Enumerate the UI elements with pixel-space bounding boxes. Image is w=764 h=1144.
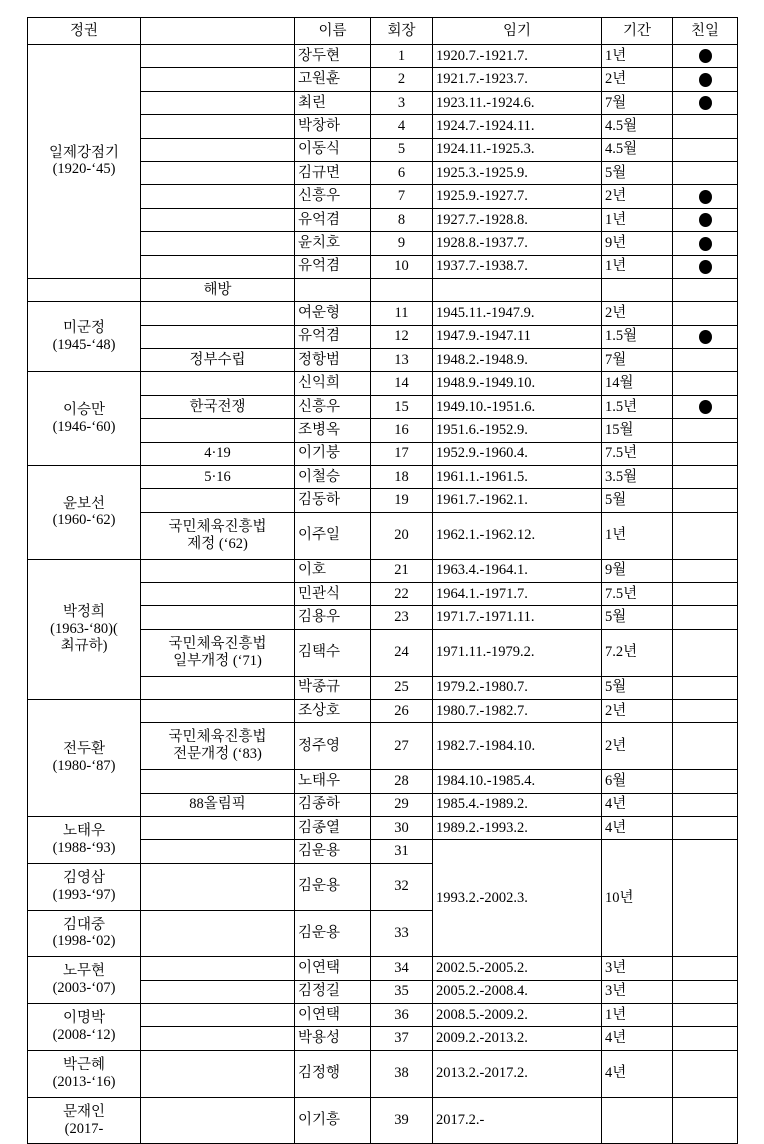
duration-cell: 4년 (602, 1027, 673, 1050)
chairman-name-cell: 김운용 (295, 840, 371, 863)
chairman-number-cell: 21 (371, 559, 433, 582)
table-row (28, 699, 738, 722)
duration-cell: 15월 (602, 419, 673, 442)
pro-japanese-cell (673, 372, 738, 395)
chairman-number-cell: 39 (371, 1097, 433, 1144)
event-cell (141, 325, 295, 348)
pro-japanese-dot-icon (699, 73, 712, 87)
chairman-name-cell: 최린 (295, 91, 371, 114)
event-cell (141, 372, 295, 395)
table-row (28, 1004, 738, 1027)
chairman-number-cell: 1 (371, 45, 433, 68)
chairman-number-cell: 23 (371, 606, 433, 629)
chairman-name-cell: 조상호 (295, 699, 371, 722)
duration-cell-merged: 10년 (602, 840, 673, 957)
table-row (28, 957, 738, 980)
chairman-number-cell: 34 (371, 957, 433, 980)
chairman-name-cell: 여운형 (295, 302, 371, 325)
chairman-name-cell: 박창하 (295, 115, 371, 138)
pro-japanese-cell (673, 185, 738, 208)
table-row (28, 302, 738, 325)
pro-japanese-cell (673, 68, 738, 91)
header-pro-japanese: 친일 (673, 18, 738, 45)
duration-cell: 5월 (602, 161, 673, 184)
term-cell: 1948.9.-1949.10. (433, 372, 602, 395)
duration-cell: 3.5월 (602, 466, 673, 489)
chairman-number-cell: 13 (371, 349, 433, 372)
header-regime: 정권 (28, 18, 141, 45)
event-cell (141, 489, 295, 512)
pro-japanese-cell (673, 442, 738, 465)
duration-cell (602, 278, 673, 301)
pro-japanese-cell (673, 489, 738, 512)
pro-japanese-dot-icon (699, 49, 712, 63)
event-cell: 국민체육진흥법 일부개정 (‘71) (141, 629, 295, 676)
term-cell: 1948.2.-1948.9. (433, 349, 602, 372)
pro-japanese-cell (673, 255, 738, 278)
table-row (28, 278, 738, 301)
event-cell: 5·16 (141, 466, 295, 489)
event-cell (141, 699, 295, 722)
pro-japanese-dot-icon (699, 213, 712, 227)
duration-cell: 14월 (602, 372, 673, 395)
header-term: 임기 (433, 18, 602, 45)
chairman-number-cell (371, 278, 433, 301)
event-cell (141, 840, 295, 863)
event-cell: 국민체육진흥법 제정 (‘62) (141, 512, 295, 559)
pro-japanese-cell (673, 278, 738, 301)
event-cell (141, 770, 295, 793)
term-cell: 1923.11.-1924.6. (433, 91, 602, 114)
event-cell (141, 583, 295, 606)
term-cell: 1928.8.-1937.7. (433, 232, 602, 255)
duration-cell: 5월 (602, 606, 673, 629)
term-cell: 1925.3.-1925.9. (433, 161, 602, 184)
event-cell (141, 68, 295, 91)
duration-cell: 2년 (602, 185, 673, 208)
pro-japanese-cell (673, 138, 738, 161)
term-cell: 1989.2.-1993.2. (433, 816, 602, 839)
pro-japanese-cell-merged (673, 840, 738, 957)
event-cell: 4·19 (141, 442, 295, 465)
duration-cell: 7.5년 (602, 583, 673, 606)
term-cell: 1984.10.-1985.4. (433, 770, 602, 793)
duration-cell: 7월 (602, 349, 673, 372)
pro-japanese-dot-icon (699, 237, 712, 251)
chairman-number-cell: 6 (371, 161, 433, 184)
table-row (28, 45, 738, 68)
pro-japanese-dot-icon (699, 260, 712, 274)
event-cell (141, 863, 295, 910)
table-body (28, 45, 738, 1144)
pro-japanese-cell (673, 45, 738, 68)
term-cell: 1924.11.-1925.3. (433, 138, 602, 161)
event-cell (141, 91, 295, 114)
term-cell: 2008.5.-2009.2. (433, 1004, 602, 1027)
chairman-number-cell: 17 (371, 442, 433, 465)
pro-japanese-cell (673, 512, 738, 559)
event-cell (141, 1050, 295, 1097)
chairman-number-cell: 15 (371, 395, 433, 418)
chairman-number-cell: 32 (371, 863, 433, 910)
duration-cell: 2년 (602, 302, 673, 325)
term-cell: 1925.9.-1927.7. (433, 185, 602, 208)
regime-cell: 노태우 (1988-‘93) (28, 816, 141, 863)
duration-cell (602, 1097, 673, 1144)
chairman-number-cell: 22 (371, 583, 433, 606)
table-row (28, 559, 738, 582)
duration-cell: 9년 (602, 232, 673, 255)
regime-cell (28, 278, 141, 301)
chairman-number-cell: 9 (371, 232, 433, 255)
chairman-number-cell: 5 (371, 138, 433, 161)
event-cell (141, 255, 295, 278)
pro-japanese-cell (673, 793, 738, 816)
regime-cell: 노무현 (2003-‘07) (28, 957, 141, 1004)
table-row (28, 1097, 738, 1144)
event-cell (141, 1004, 295, 1027)
chairman-number-cell: 19 (371, 489, 433, 512)
duration-cell: 4년 (602, 1050, 673, 1097)
event-cell (141, 910, 295, 957)
regime-cell: 미군정 (1945-‘48) (28, 302, 141, 372)
term-cell: 1971.7.-1971.11. (433, 606, 602, 629)
chairman-number-cell: 16 (371, 419, 433, 442)
term-cell: 1945.11.-1947.9. (433, 302, 602, 325)
term-cell: 1985.4.-1989.2. (433, 793, 602, 816)
duration-cell: 1.5년 (602, 395, 673, 418)
event-cell (141, 559, 295, 582)
event-cell (141, 232, 295, 255)
pro-japanese-cell (673, 208, 738, 231)
chairman-name-cell: 김운용 (295, 863, 371, 910)
chairman-number-cell: 38 (371, 1050, 433, 1097)
table-row (28, 466, 738, 489)
term-cell: 1937.7.-1938.7. (433, 255, 602, 278)
term-cell: 1947.9.-1947.11 (433, 325, 602, 348)
chairman-number-cell: 37 (371, 1027, 433, 1050)
event-cell: 88올림픽 (141, 793, 295, 816)
chairman-number-cell: 4 (371, 115, 433, 138)
chairman-name-cell: 노태우 (295, 770, 371, 793)
duration-cell: 4년 (602, 793, 673, 816)
regime-cell: 김대중 (1998-‘02) (28, 910, 141, 957)
chairman-number-cell: 11 (371, 302, 433, 325)
pro-japanese-cell (673, 115, 738, 138)
chairman-number-cell: 27 (371, 723, 433, 770)
event-cell (141, 115, 295, 138)
chairman-number-cell: 31 (371, 840, 433, 863)
chairman-number-cell: 29 (371, 793, 433, 816)
event-cell (141, 208, 295, 231)
chairman-name-cell: 박용성 (295, 1027, 371, 1050)
event-cell (141, 1027, 295, 1050)
pro-japanese-cell (673, 325, 738, 348)
table-row (28, 816, 738, 839)
chairman-name-cell: 이철승 (295, 466, 371, 489)
event-cell (141, 676, 295, 699)
chairman-number-cell: 12 (371, 325, 433, 348)
pro-japanese-cell (673, 957, 738, 980)
pro-japanese-cell (673, 1004, 738, 1027)
regime-cell: 박근혜 (2013-‘16) (28, 1050, 141, 1097)
duration-cell: 5월 (602, 676, 673, 699)
event-cell (141, 419, 295, 442)
pro-japanese-cell (673, 699, 738, 722)
chairman-number-cell: 14 (371, 372, 433, 395)
pro-japanese-cell (673, 629, 738, 676)
chairman-name-cell: 김정길 (295, 980, 371, 1003)
duration-cell: 1년 (602, 45, 673, 68)
term-cell: 1982.7.-1984.10. (433, 723, 602, 770)
duration-cell: 1년 (602, 1004, 673, 1027)
event-cell (141, 1097, 295, 1144)
chairman-name-cell: 이기흥 (295, 1097, 371, 1144)
duration-cell: 2년 (602, 723, 673, 770)
pro-japanese-cell (673, 466, 738, 489)
term-cell: 1951.6.-1952.9. (433, 419, 602, 442)
regime-cell: 전두환 (1980-‘87) (28, 699, 141, 816)
term-cell: 1961.7.-1962.1. (433, 489, 602, 512)
pro-japanese-dot-icon (699, 96, 712, 110)
regime-cell: 일제강점기 (1920-‘45) (28, 45, 141, 279)
chairman-name-cell: 신익희 (295, 372, 371, 395)
chairman-name-cell: 신흥우 (295, 185, 371, 208)
pro-japanese-cell (673, 395, 738, 418)
event-cell (141, 302, 295, 325)
duration-cell: 1년 (602, 208, 673, 231)
pro-japanese-cell (673, 1027, 738, 1050)
term-cell: 1924.7.-1924.11. (433, 115, 602, 138)
duration-cell: 1.5월 (602, 325, 673, 348)
term-cell: 1949.10.-1951.6. (433, 395, 602, 418)
pro-japanese-dot-icon (699, 190, 712, 204)
pro-japanese-cell (673, 419, 738, 442)
regime-cell: 김영삼 (1993-‘97) (28, 863, 141, 910)
term-cell-merged: 1993.2.-2002.3. (433, 840, 602, 957)
duration-cell: 1년 (602, 255, 673, 278)
term-cell: 1952.9.-1960.4. (433, 442, 602, 465)
chairman-name-cell: 유억겸 (295, 208, 371, 231)
chairman-name-cell: 김동하 (295, 489, 371, 512)
chairman-name-cell: 민관식 (295, 583, 371, 606)
pro-japanese-cell (673, 1050, 738, 1097)
term-cell: 1920.7.-1921.7. (433, 45, 602, 68)
chairman-name-cell: 정주영 (295, 723, 371, 770)
event-cell (141, 138, 295, 161)
pro-japanese-cell (673, 980, 738, 1003)
chairman-name-cell: 이주일 (295, 512, 371, 559)
duration-cell: 4.5월 (602, 138, 673, 161)
pro-japanese-dot-icon (699, 330, 712, 344)
chairman-name-cell: 김택수 (295, 629, 371, 676)
duration-cell: 4.5월 (602, 115, 673, 138)
event-cell (141, 957, 295, 980)
duration-cell: 2년 (602, 699, 673, 722)
chairman-number-cell: 35 (371, 980, 433, 1003)
term-cell: 1963.4.-1964.1. (433, 559, 602, 582)
chairman-name-cell: 이호 (295, 559, 371, 582)
pro-japanese-dot-icon (699, 400, 712, 414)
pro-japanese-cell (673, 232, 738, 255)
event-cell: 해방 (141, 278, 295, 301)
term-cell: 2002.5.-2005.2. (433, 957, 602, 980)
chairman-number-cell: 30 (371, 816, 433, 839)
term-cell: 1927.7.-1928.8. (433, 208, 602, 231)
duration-cell: 4년 (602, 816, 673, 839)
term-cell: 2017.2.- (433, 1097, 602, 1144)
pro-japanese-cell (673, 559, 738, 582)
term-cell: 2013.2.-2017.2. (433, 1050, 602, 1097)
chairman-name-cell: 이동식 (295, 138, 371, 161)
chairman-name-cell (295, 278, 371, 301)
pro-japanese-cell (673, 676, 738, 699)
chairman-number-cell: 7 (371, 185, 433, 208)
event-cell (141, 980, 295, 1003)
event-cell (141, 185, 295, 208)
header-number: 회장 (371, 18, 433, 45)
duration-cell: 9월 (602, 559, 673, 582)
term-cell: 1961.1.-1961.5. (433, 466, 602, 489)
term-cell: 1979.2.-1980.7. (433, 676, 602, 699)
pro-japanese-cell (673, 91, 738, 114)
chairman-name-cell: 이연택 (295, 1004, 371, 1027)
term-cell: 1971.11.-1979.2. (433, 629, 602, 676)
pro-japanese-cell (673, 161, 738, 184)
table-row (28, 1050, 738, 1097)
chairman-name-cell: 이연택 (295, 957, 371, 980)
duration-cell: 7.5년 (602, 442, 673, 465)
term-cell: 2005.2.-2008.4. (433, 980, 602, 1003)
event-cell: 정부수립 (141, 349, 295, 372)
event-cell (141, 45, 295, 68)
chairman-name-cell: 김종하 (295, 793, 371, 816)
duration-cell: 7월 (602, 91, 673, 114)
chairman-number-cell: 2 (371, 68, 433, 91)
pro-japanese-cell (673, 583, 738, 606)
header-row (28, 18, 738, 45)
chairman-name-cell: 고원훈 (295, 68, 371, 91)
chairman-name-cell: 김용우 (295, 606, 371, 629)
chairman-name-cell: 조병옥 (295, 419, 371, 442)
pro-japanese-cell (673, 606, 738, 629)
term-cell: 1921.7.-1923.7. (433, 68, 602, 91)
regime-cell: 윤보선 (1960-‘62) (28, 466, 141, 560)
pro-japanese-cell (673, 816, 738, 839)
pro-japanese-cell (673, 1097, 738, 1144)
header-name: 이름 (295, 18, 371, 45)
chairman-number-cell: 26 (371, 699, 433, 722)
chairman-name-cell: 유억겸 (295, 255, 371, 278)
event-cell: 국민체육진흥법 전문개정 (‘83) (141, 723, 295, 770)
duration-cell: 7.2년 (602, 629, 673, 676)
chairmen-history-table (27, 17, 738, 1144)
duration-cell: 3년 (602, 980, 673, 1003)
duration-cell: 1년 (602, 512, 673, 559)
chairman-name-cell: 정항범 (295, 349, 371, 372)
chairman-number-cell: 24 (371, 629, 433, 676)
header-event (141, 18, 295, 45)
event-cell (141, 606, 295, 629)
table-header (28, 18, 738, 45)
chairman-number-cell: 20 (371, 512, 433, 559)
pro-japanese-cell (673, 770, 738, 793)
chairman-number-cell: 33 (371, 910, 433, 957)
chairman-number-cell: 3 (371, 91, 433, 114)
term-cell (433, 278, 602, 301)
duration-cell: 5월 (602, 489, 673, 512)
regime-cell: 이승만 (1946-‘60) (28, 372, 141, 466)
pro-japanese-cell (673, 723, 738, 770)
event-cell (141, 161, 295, 184)
chairman-name-cell: 이기붕 (295, 442, 371, 465)
chairman-number-cell: 36 (371, 1004, 433, 1027)
chairman-name-cell: 김운용 (295, 910, 371, 957)
header-duration: 기간 (602, 18, 673, 45)
event-cell (141, 816, 295, 839)
pro-japanese-cell (673, 349, 738, 372)
duration-cell: 6월 (602, 770, 673, 793)
term-cell: 1980.7.-1982.7. (433, 699, 602, 722)
chairman-number-cell: 28 (371, 770, 433, 793)
chairman-name-cell: 김정행 (295, 1050, 371, 1097)
duration-cell: 2년 (602, 68, 673, 91)
term-cell: 2009.2.-2013.2. (433, 1027, 602, 1050)
chairman-name-cell: 유억겸 (295, 325, 371, 348)
term-cell: 1964.1.-1971.7. (433, 583, 602, 606)
pro-japanese-cell (673, 302, 738, 325)
regime-cell: 이명박 (2008-‘12) (28, 1004, 141, 1051)
term-cell: 1962.1.-1962.12. (433, 512, 602, 559)
chairman-number-cell: 10 (371, 255, 433, 278)
chairman-name-cell: 김규면 (295, 161, 371, 184)
duration-cell: 3년 (602, 957, 673, 980)
chairman-name-cell: 김종열 (295, 816, 371, 839)
chairman-name-cell: 박종규 (295, 676, 371, 699)
regime-cell: 문재인 (2017- (28, 1097, 141, 1144)
regime-cell: 박정희 (1963-‘80)( 최규하) (28, 559, 141, 699)
chairman-number-cell: 25 (371, 676, 433, 699)
chairman-number-cell: 18 (371, 466, 433, 489)
chairman-name-cell: 윤치호 (295, 232, 371, 255)
event-cell: 한국전쟁 (141, 395, 295, 418)
chairman-name-cell: 신흥우 (295, 395, 371, 418)
chairman-number-cell: 8 (371, 208, 433, 231)
chairman-name-cell: 장두현 (295, 45, 371, 68)
table-row (28, 372, 738, 395)
